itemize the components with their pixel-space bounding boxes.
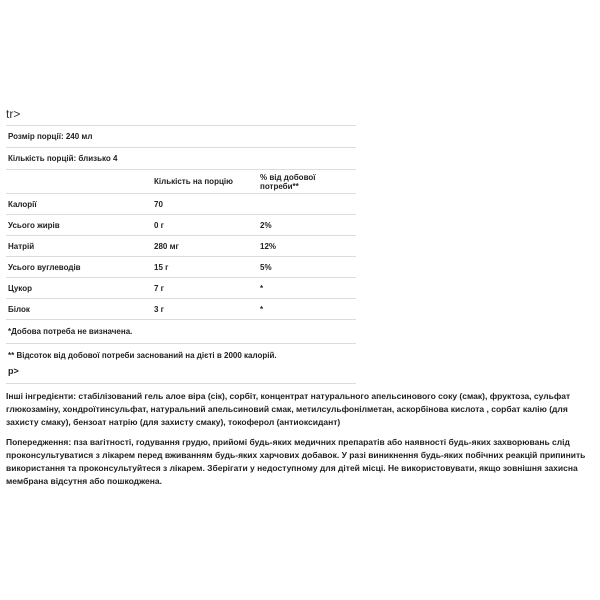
ingredients-text: Інші інгредієнти: стабілізований гель алое віра (сік), сорбіт, концентрат натурального апельсинового соку (смак), фруктоза, сульфат глюкозаміну, хондроїтинсульфат, натуральний апельсиновий смак, метилсульфонілметан, аскорбінова кислота , сорбат калію (для захисту смаку), бензоат натрію (для захисту смаку), токоферол (антиоксидант) <box>6 391 571 427</box>
table-row <box>6 257 356 278</box>
table-row <box>6 278 356 299</box>
serving-size-row <box>6 126 356 148</box>
nutrient-amount: 280 мг <box>152 236 258 257</box>
nutrient-name: Калорії <box>6 194 152 215</box>
nutrient-name: Усього жирів <box>6 215 152 236</box>
divider <box>6 383 356 384</box>
nutrient-name: Цукор <box>6 278 152 299</box>
table-row <box>6 194 356 215</box>
table-row <box>6 299 356 320</box>
nutrient-daily-value: 2% <box>258 215 356 236</box>
nutrient-daily-value <box>258 194 356 215</box>
servings-count: Кількість порцій: близько 4 <box>6 148 356 170</box>
header-per-serving: Кількість на порцію <box>152 170 258 194</box>
nutrient-daily-value: 5% <box>258 257 356 278</box>
nutrient-amount: 15 г <box>152 257 258 278</box>
nutrient-name: Білок <box>6 299 152 320</box>
nutrient-amount: 3 г <box>152 299 258 320</box>
nutrient-amount: 7 г <box>152 278 258 299</box>
servings-count-row <box>6 148 356 170</box>
nutrient-name: Натрій <box>6 236 152 257</box>
nutrient-daily-value: 12% <box>258 236 356 257</box>
nutrient-amount: 70 <box>152 194 258 215</box>
table-header-row <box>6 170 356 194</box>
nutrient-amount: 0 г <box>152 215 258 236</box>
footnote-row <box>6 320 356 344</box>
stray-markup-fragment-bottom: p> <box>8 366 19 376</box>
table-row <box>6 215 356 236</box>
serving-size: Розмір порції: 240 мл <box>6 126 356 148</box>
table-row <box>6 236 356 257</box>
nutrient-name: Усього вуглеводів <box>6 257 152 278</box>
nutrient-daily-value: * <box>258 299 356 320</box>
header-empty <box>6 170 152 194</box>
nutrition-facts-table <box>6 125 356 367</box>
footnote-daily-value: ** Відсоток від добової потреби заснований на дієті в 2000 калорій. <box>6 344 356 368</box>
stray-markup-fragment-top: tr> <box>6 107 21 121</box>
header-daily-value: % від добової потреби** <box>258 170 356 194</box>
warning-text: Попередження: пза вагітності, годування грудю, прийомі будь-яких медичних препаратів або наявності будь-яких захворювань слід проконсультуватися з лікарем перед вживанням будь-яких харчових добавок. У разі виникнення будь-яких побічних реакцій припинить використання та проконсультуйтеся з лікарем. Зберігати у недоступному для дітей місці. Не використовувати, якщо зовнішня захисна мембрана відсутня або пошкоджена. <box>6 437 586 486</box>
footnote-undefined: *Добова потреба не визначена. <box>6 320 356 344</box>
nutrient-daily-value: * <box>258 278 356 299</box>
footnote-row <box>6 344 356 368</box>
